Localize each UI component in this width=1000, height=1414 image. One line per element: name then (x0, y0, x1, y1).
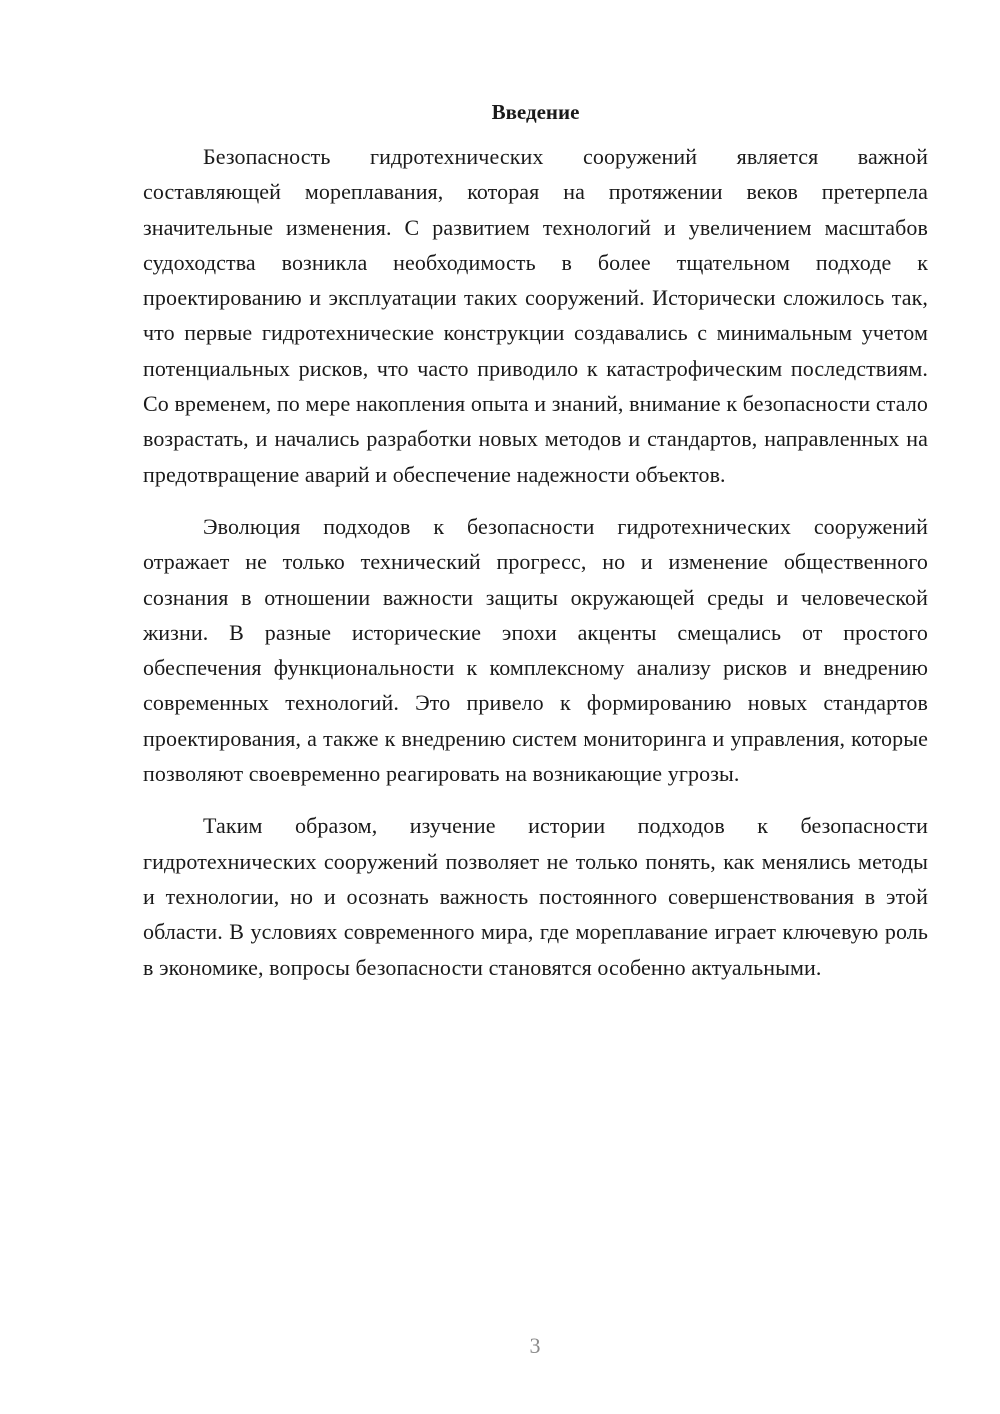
paragraph-2: Эволюция подходов к безопасности гидротехнических сооружений отражает не только технический прогресс, но и изменение общественного сознания в отношении важности защиты окружающей среды и человеческой жизни. В разные исторические эпохи акценты смещались от простого обеспечения функциональности к комплексному анализу рисков и внедрению современных технологий. Это привело к формированию новых стандартов проектирования, а также к внедрению систем мониторинга и управления, которые позволяют своевременно реагировать на возникающие угрозы. (143, 513, 928, 787)
section-heading: Введение (491, 100, 580, 124)
paragraph-3: Таким образом, изучение истории подходов к безопасности гидротехнических сооружений позволяет не только понять, как менялись методы и технологии, но и осознать важность постоянного совершенствования в этой области. В условиях современного мира, где мореплавание играет ключевую роль в экономике, вопросы безопасности становятся особенно актуальными. (143, 813, 928, 980)
paragraph-1: Безопасность гидротехнических сооружений является важной составляющей мореплавания, которая на протяжении веков претерпела значительные изменения. С развитием технологий и увеличением масштабов судоходства возникла необходимость в более тщательном подходе к проектированию и эксплуатации таких сооружений. Исторически сложилось так, что первые гидротехнические конструкции создавались с минимальным учетом потенциальных рисков, что часто приводило к катастрофическим последствиям. Со временем, по мере накопления опыта и знаний, внимание к безопасности стало возрастать, и начались разработки новых методов и стандартов, направленных на предотвращение аварий и обеспечение надежности объектов. (143, 144, 928, 487)
page-content (143, 97, 928, 1002)
page-number: 3 (529, 1333, 541, 1358)
